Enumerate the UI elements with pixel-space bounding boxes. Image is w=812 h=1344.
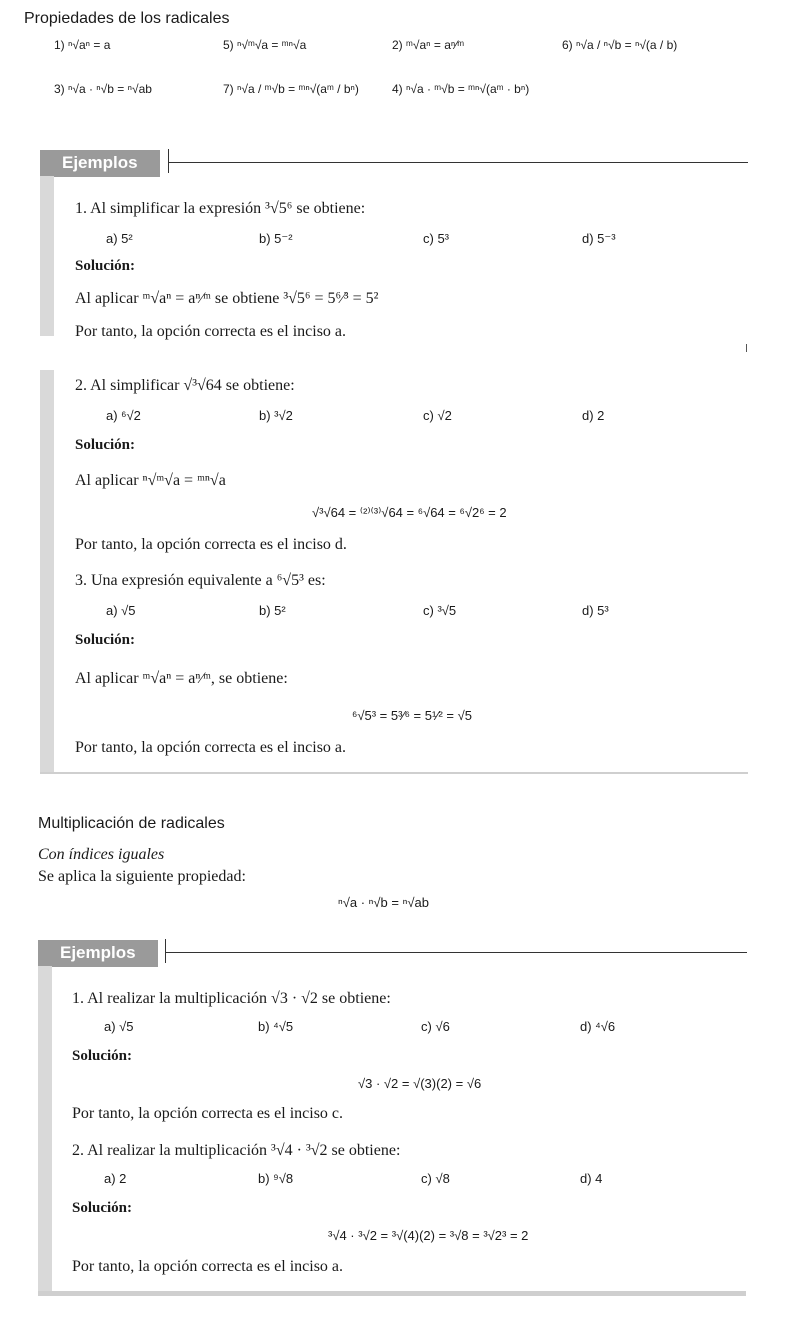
- conclusion: Por tanto, la opción correcta es el inciso c.: [72, 1105, 344, 1122]
- option-b: b) ⁴√5: [258, 1019, 294, 1034]
- section-subtitle: Con índices iguales: [38, 846, 165, 863]
- property-3: 5) ⁿ√ᵐ√a = ᵐⁿ√a: [223, 38, 307, 52]
- example-statement: 2. Al simplificar √³√64 se obtiene:: [75, 377, 295, 394]
- example-statement: 2. Al realizar la multiplicación ³√4 · ³√2 se obtiene:: [72, 1142, 401, 1159]
- block-bottom-rule: [38, 1291, 746, 1296]
- solution-equation: ³√4 · ³√2 = ³√(4)(2) = ³√8 = ³√2³ = 2: [328, 1228, 529, 1243]
- option-c: c) ³√5: [423, 603, 457, 618]
- option-b: b) 5⁻²: [259, 231, 293, 246]
- option-c: c) √2: [423, 408, 452, 423]
- solution-step: Al aplicar ᵐ√aⁿ = aⁿ⁄ᵐ se obtiene ³√5⁶ = 5⁶⁄³ = 5²: [75, 290, 379, 307]
- section-title-multiplicacion: Multiplicación de radicales: [38, 815, 225, 832]
- solution-step: Al aplicar ᵐ√aⁿ = aⁿ⁄ᵐ, se obtiene:: [75, 670, 288, 687]
- solution-label: Solución:: [72, 1200, 133, 1216]
- solution-equation: √3 · √2 = √(3)(2) = √6: [358, 1076, 482, 1091]
- solution-step: Al aplicar ⁿ√ᵐ√a = ᵐⁿ√a: [75, 472, 226, 489]
- conclusion: Por tanto, la opción correcta es el inciso a.: [75, 739, 347, 756]
- example-statement: 3. Una expresión equivalente a ⁶√5³ es:: [75, 572, 326, 589]
- margin-mark: [746, 344, 747, 352]
- property-6: 4) ⁿ√a · ᵐ√b = ᵐⁿ√(aᵐ · bⁿ): [392, 82, 530, 96]
- section-intro: Se aplica la siguiente propiedad:: [38, 868, 246, 885]
- solution-equation: √³√64 = ⁽²⁾⁽³⁾√64 = ⁶√64 = ⁶√2⁶ = 2: [312, 505, 507, 520]
- option-c: c) √6: [421, 1019, 450, 1034]
- option-b: b) ³√2: [259, 408, 293, 423]
- option-b: b) 5²: [259, 603, 286, 618]
- option-a: a) ⁶√2: [106, 408, 141, 423]
- option-d: d) ⁴√6: [580, 1019, 616, 1034]
- option-c: c) √8: [421, 1171, 450, 1186]
- example-statement: 1. Al simplificar la expresión ³√5⁶ se obtiene:: [75, 200, 366, 217]
- header-rule: [165, 952, 747, 953]
- side-bar: [38, 966, 52, 1291]
- property-4: 7) ⁿ√a / ᵐ√b = ᵐⁿ√(aᵐ / bⁿ): [223, 82, 359, 96]
- examples-header-2: Ejemplos: [38, 940, 158, 967]
- side-bar: [40, 370, 54, 774]
- property-7: 6) ⁿ√a / ⁿ√b = ⁿ√(a / b): [562, 38, 678, 52]
- solution-label: Solución:: [75, 632, 136, 648]
- header-tick: [168, 149, 169, 173]
- conclusion: Por tanto, la opción correcta es el inciso a.: [72, 1258, 344, 1275]
- solution-label: Solución:: [75, 258, 136, 274]
- option-d: d) 5⁻³: [582, 231, 616, 246]
- solution-label: Solución:: [72, 1048, 133, 1064]
- property-5: 2) ᵐ√aⁿ = aⁿ⁄ᵐ: [392, 38, 465, 52]
- examples-header-1: Ejemplos: [40, 150, 160, 177]
- conclusion: Por tanto, la opción correcta es el inciso a.: [75, 323, 347, 340]
- conclusion: Por tanto, la opción correcta es el inciso d.: [75, 536, 347, 553]
- property-2: 3) ⁿ√a · ⁿ√b = ⁿ√ab: [54, 82, 152, 96]
- option-d: d) 5³: [582, 603, 609, 618]
- option-d: d) 2: [582, 408, 605, 423]
- solution-equation: ⁶√5³ = 5³⁄⁶ = 5¹⁄² = √5: [352, 708, 472, 723]
- option-a: a) 5²: [106, 231, 133, 246]
- solution-label: Solución:: [75, 437, 136, 453]
- side-bar: [40, 176, 54, 336]
- option-a: a) 2: [104, 1171, 127, 1186]
- section-title-propiedades: Propiedades de los radicales: [24, 10, 230, 27]
- header-rule: [168, 162, 748, 163]
- header-tick: [165, 939, 166, 963]
- option-d: d) 4: [580, 1171, 603, 1186]
- option-a: a) √5: [104, 1019, 134, 1034]
- option-a: a) √5: [106, 603, 136, 618]
- property-1: 1) ⁿ√aⁿ = a: [54, 38, 111, 52]
- option-b: b) ⁹√8: [258, 1171, 294, 1186]
- block-bottom-rule: [40, 772, 748, 774]
- example-statement: 1. Al realizar la multiplicación √3 · √2 se obtiene:: [72, 990, 391, 1007]
- option-c: c) 5³: [423, 231, 449, 246]
- property-formula: ⁿ√a · ⁿ√b = ⁿ√ab: [338, 895, 429, 910]
